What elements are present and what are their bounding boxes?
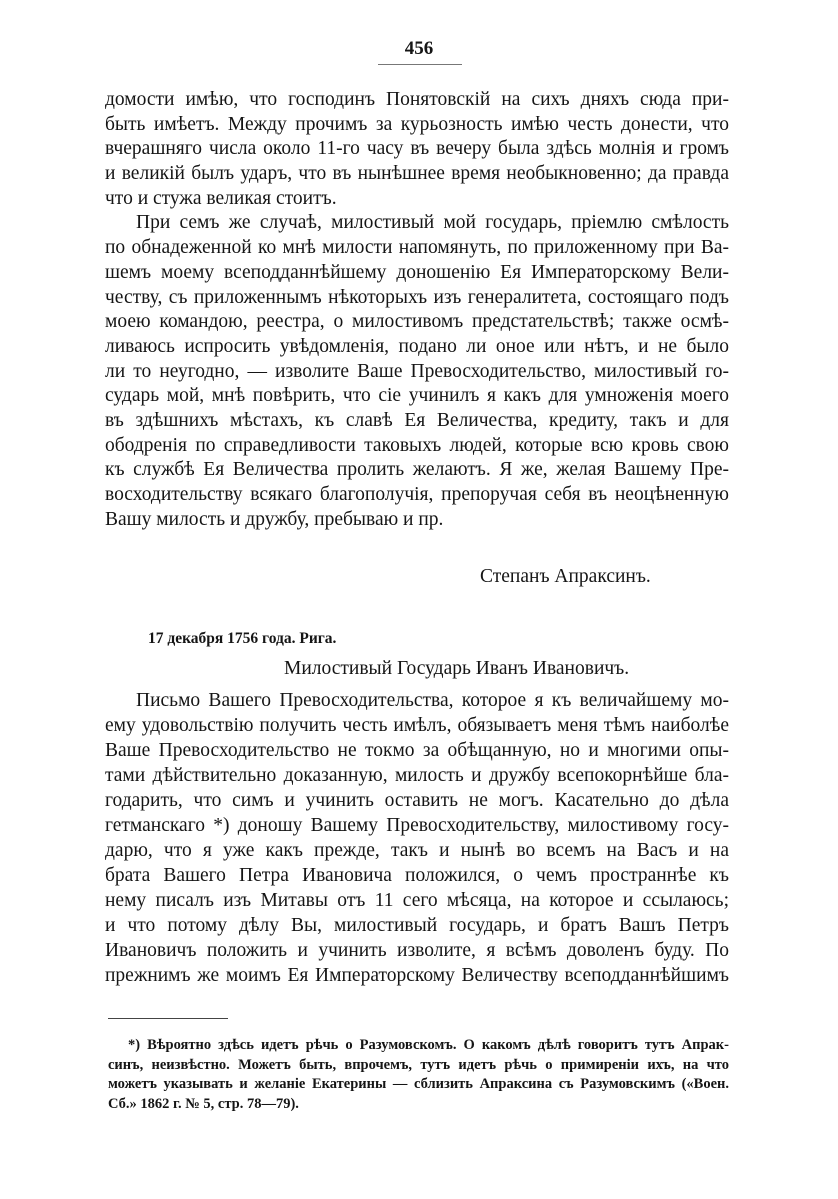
text-line: моею командою, реестра, о милостивомъ предстательствѣ; также осмѣ- [105,311,729,333]
text-line: ливаюсь испросить увѣдомленія, подано ли оное или нѣтъ, и не было [105,335,729,357]
text-line: сударь мой, мнѣ повѣрить, что сіе учинилъ я какъ для умноженія моего [105,385,729,407]
text-line: тами дѣйствительно доказанную, милость и дружбу всепокорнѣйше бла- [105,765,729,786]
text-line: къ службѣ Ея Величества пролить желаютъ. Я же, желая Вашему Пре- [105,459,729,481]
text-line: синъ, неизвѣстно. Можетъ быть, впрочемъ, тутъ идетъ рѣчь о примиреніи ихъ, на что [108,1056,729,1073]
text-line: годарить, что симъ и учинить оставить не могъ. Касательно до дѣла [105,790,729,811]
page-number: 456 [404,38,434,59]
text-line: шемъ моему всеподданнѣйшему доношенію Ея Императорскому Вели- [105,261,729,283]
text-line: вчерашняго числа около 11-го часу въ вечеру была здѣсь молнія и громъ [105,138,729,160]
text-line: домости имѣю, что господинъ Понятовскій на сихъ дняхъ сюда при- [105,89,729,110]
text-line: можетъ указывать и желаніе Екатерины — сблизить Апраксина съ Разумовскимъ («Воен. [108,1076,729,1093]
text-line: прежнимъ же моимъ Ея Императорскому Величеству всеподданнѣйшимъ [105,965,729,986]
text-line: ему удовольствію получить честь имѣлъ, обязываетъ меня тѣмъ наиболѣе [105,715,729,736]
letter-salutation: Милостивый Государь Иванъ Ивановичъ. [284,658,630,679]
text-line: *) Вѣроятно здѣсь идетъ рѣчь о Разумовскомъ. О какомъ дѣлѣ говоритъ тутъ Апрак- [128,1037,729,1053]
text-line: по обнадеженной ко мнѣ милости напомянуть, по приложенному при Ва- [105,237,729,259]
text-line: ободренія по справедливости таковыхъ людей, которые всю кровь свою [105,434,729,456]
page-number-rule [378,64,462,65]
letter-date: 17 декабря 1756 года. Рига. [148,630,337,647]
text-line: При семъ же случаѣ, милостивый мой государь, пріемлю смѣлость [136,212,729,234]
text-line: гетманскаго *) доношу Вашему Превосходительству, милостивому госу- [105,815,729,836]
text-line: Вашу милость и дружбу, пребываю и пр. [105,508,444,530]
letter-body [105,688,729,988]
footnote-divider [108,1018,228,1019]
text-line: Ваше Превосходительство не токмо за обѣщанную, но и многими опы- [105,740,729,761]
body-text [105,88,729,532]
footnote [108,1036,729,1114]
text-line: Ивановичъ положить и учинить изволите, я всѣмъ доволенъ буду. По [105,940,729,961]
text-line: Сб.» 1862 г. № 5, стр. 78—79). [108,1095,299,1112]
text-line: и великій былъ ударъ, что въ нынѣшнее время необыкновенно; да правда [105,163,729,185]
signature: Степанъ Апраксинъ. [480,566,651,587]
text-line: въ здѣшнихъ мѣстахъ, къ славѣ Ея Величества, кредиту, такъ и для [105,409,729,431]
text-line: брата Вашего Петра Ивановича положился, о чемъ пространнѣе къ [105,865,729,886]
text-line: что и стужа великая стоитъ. [105,187,337,209]
text-line: ли то неугодно, — изволите Ваше Превосходительство, милостивый го- [105,360,729,382]
text-line: нему писалъ изъ Митавы отъ 11 сего мѣсяца, на которое и ссылаюсь; [105,890,729,911]
text-line: честву, съ приложеннымъ нѣкоторыхъ изъ генералитета, состоящаго подъ [105,286,729,308]
text-line: дарю, что я уже какъ прежде, такъ и нынѣ во всемъ на Васъ и на [105,840,729,861]
text-line: быть имѣетъ. Между прочимъ за курьозность имѣю честь донести, что [105,113,729,135]
text-line: и что потому дѣлу Вы, милостивый государь, и братъ Вашъ Петръ [105,915,729,936]
text-line: Письмо Вашего Превосходительства, которое я къ величайшему мо- [136,690,729,711]
text-line: восходительству всякаго благополучія, препоручая себя въ неоцѣненную [105,484,729,505]
